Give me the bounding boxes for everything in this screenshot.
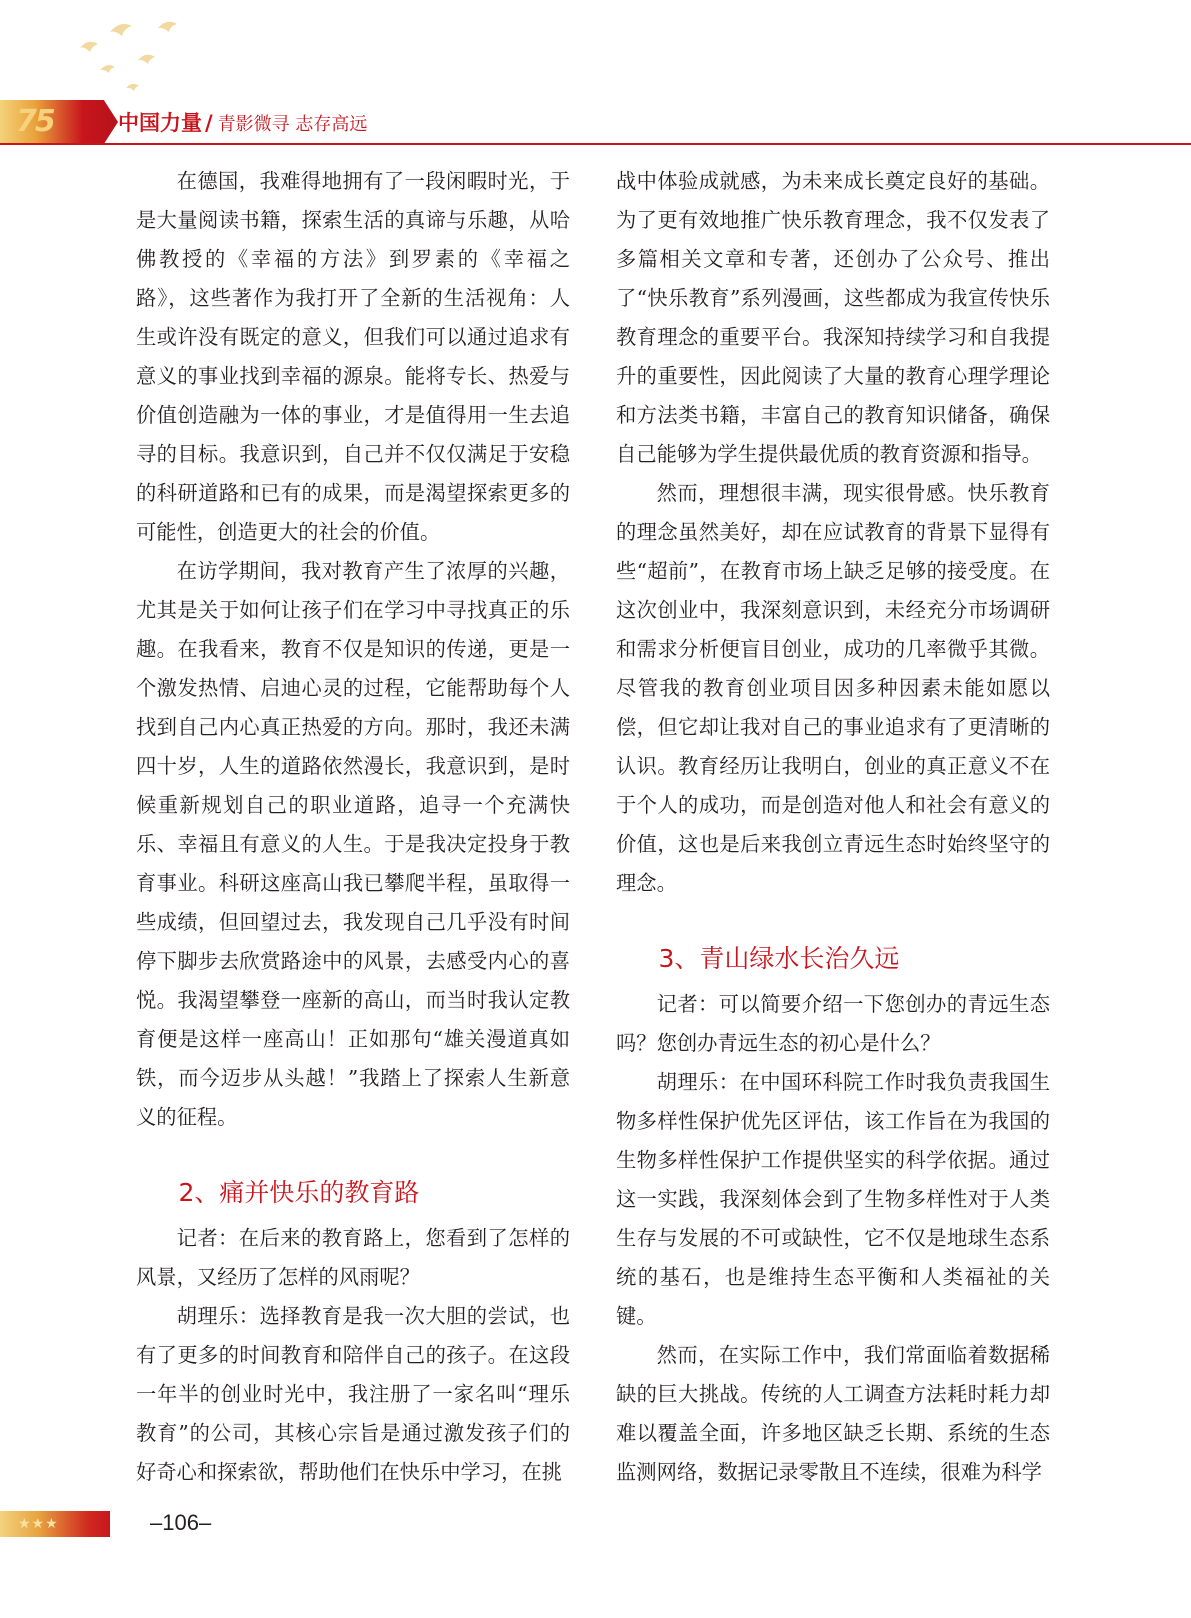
paragraph: 记者：可以简要介绍一下您创办的青远生态吗？您创办青远生态的初心是什么？ <box>616 992 1050 1055</box>
left-column <box>136 162 570 1492</box>
paragraph: 战中体验成就感，为未来成长奠定良好的基础。为了更有效地推广快乐教育理念，我不仅发表了多篇相关文章和专著，还创办了公众号、推出了“快乐教育”系列漫画，这些都成为我宣传快乐教育理念的重要平台。我深知持续学习和自我提升的重要性，因此阅读了大量的教育心理学理论和方法类书籍，丰富自己的教育知识储备，确保自己能够为学生提供最优质的教育资源和指导。 <box>616 169 1050 466</box>
section-heading: 3、青山绿水长治久远 <box>658 944 900 973</box>
section-heading: 2、痛并快乐的教育路 <box>178 1178 420 1207</box>
paragraph: 胡理乐：在中国环科院工作时我负责我国生物多样性保护优先区评估，该工作旨在为我国的生物多样性保护工作提供坚实的科学依据。通过这一实践，我深刻体会到了生物多样性对于人类生存与发展的不可或缺性，它不仅是地球生态系统的基石，也是维持生态平衡和人类福祉的关键。 <box>616 1070 1050 1328</box>
paragraph: 然而，在实际工作中，我们常面临着数据稀缺的巨大挑战。传统的人工调查方法耗时耗力却难以覆盖全面，许多地区缺乏长期、系统的生态监测网络，数据记录零散且不连续，很难为科学 <box>616 1343 1050 1484</box>
right-column <box>616 162 1050 1492</box>
page-number: –106– <box>150 1510 212 1535</box>
paragraph: 胡理乐：选择教育是我一次大胆的尝试，也有了更多的时间教育和陪伴自己的孩子。在这段一年半的创业时光中，我注册了一家名叫“理乐教育”的公司，其核心宗旨是通过激发孩子们的好奇心和探索欲，帮助他们在快乐中学习，在挑 <box>136 1304 570 1484</box>
paragraph: 在访学期间，我对教育产生了浓厚的兴趣，尤其是关于如何让孩子们在学习中寻找真正的乐趣。在我看来，教育不仅是知识的传递，更是一个激发热情、启迪心灵的过程，它能帮助每个人找到自己内心真正热爱的方向。那时，我还未满四十岁，人生的道路依然漫长，我意识到，是时候重新规划自己的职业道路，追寻一个充满快乐、幸福且有意义的人生。于是我决定投身于教育事业。科研这座高山我已攀爬半程，虽取得一些成绩，但回望过去，我发现自己几乎没有时间停下脚步去欣赏路途中的风景，去感受内心的喜悦。我渴望攀登一座新的高山，而当时我认定教育便是这样一座高山！正如那句“雄关漫道真如铁，而今迈步从头越！”我踏上了探索人生新意义的征程。 <box>136 559 570 1129</box>
section-title: 中国力量 <box>118 111 202 135</box>
running-header <box>118 103 367 143</box>
header-separator: / <box>205 111 213 135</box>
paragraph: 在德国，我难得地拥有了一段闲暇时光，于是大量阅读书籍，探索生活的真谛与乐趣，从哈佛教授的《幸福的方法》到罗素的《幸福之路》，这些著作为我打开了全新的生活视角：人生或许没有既定的意义，但我们可以通过追求有意义的事业找到幸福的源泉。能将专长、热爱与价值创造融为一体的事业，才是值得用一生去追寻的目标。我意识到，自己并不仅仅满足于安稳的科研道路和已有的成果，而是渴望探索更多的可能性，创造更大的社会的价值。 <box>136 169 570 544</box>
footer-stars: ★★★ <box>18 1516 59 1532</box>
paragraph: 记者：在后来的教育路上，您看到了怎样的风景，又经历了怎样的风雨呢？ <box>136 1226 570 1289</box>
paragraph: 然而，理想很丰满，现实很骨感。快乐教育的理念虽然美好，却在应试教育的背景下显得有些“超前”，在教育市场上缺乏足够的接受度。在这次创业中，我深刻意识到，未经充分市场调研和需求分析便盲目创业，成功的几率微乎其微。尽管我的教育创业项目因多种因素未能如愿以偿，但它却让我对自己的事业追求有了更清晰的认识。教育经历让我明白，创业的真正意义不在于个人的成功，而是创造对他人和社会有意义的价值，这也是后来我创立青远生态时始终坚守的理念。 <box>616 481 1050 895</box>
section-subtitle: 青影微寻 志存高远 <box>217 114 368 135</box>
anniversary-number: 75 <box>16 104 54 139</box>
header-rule <box>0 143 1191 145</box>
